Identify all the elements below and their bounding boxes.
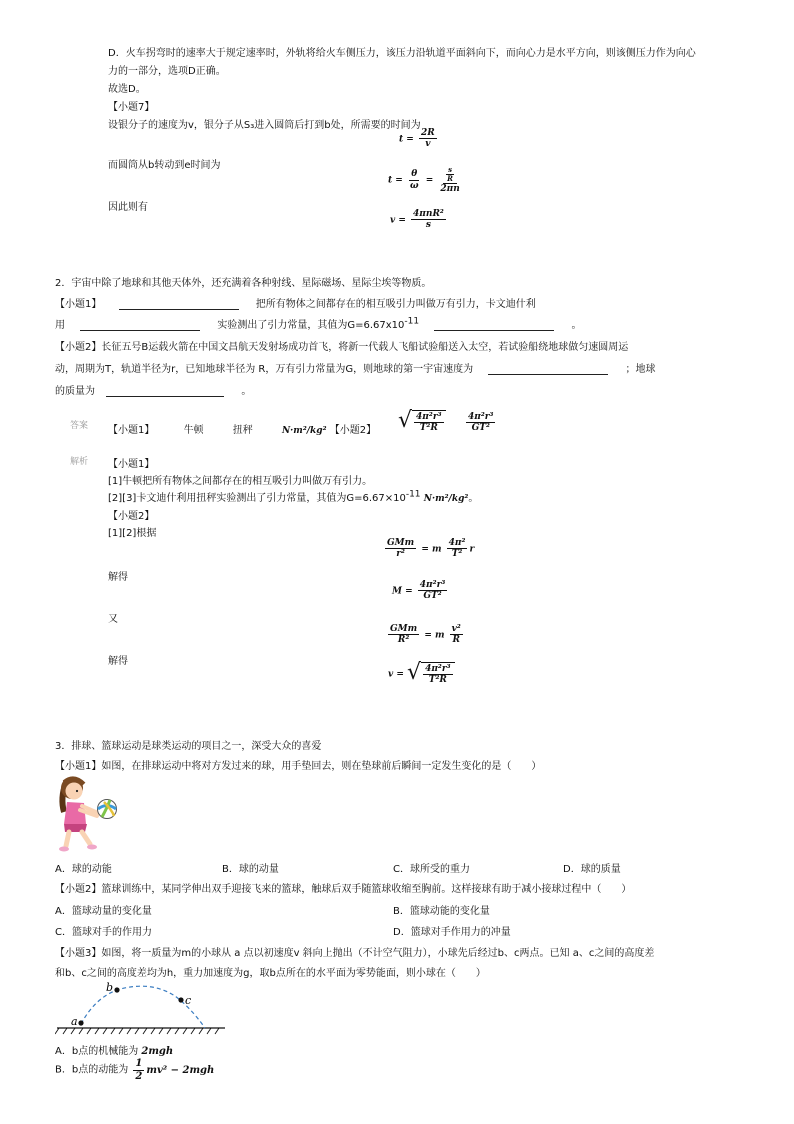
- q7-line-1: 设银分子的速度为v，银分子从S₃进入圆筒后打到b处，所需要的时间为: [108, 120, 421, 131]
- equation-mass: M = $\frac{\text{4π²r³}}{\text{GT²}}$: [392, 580, 446, 602]
- q3-s3-option-a: A．b点的机械能为 2mgh: [55, 1046, 174, 1057]
- q3-s1-option-d: D．球的质量: [563, 864, 621, 875]
- analysis-line-1: [1]牛顿把所有物体之间都存在的相互吸引力叫做万有引力。: [108, 476, 373, 487]
- answer-sqrt: √ $\frac{\text{4π²r³}}{\text{T²R}}$: [398, 410, 446, 434]
- q2-sub2-line-2: 动，周期为T，轨道半径为r，已知地球半径为 R，万有引力常量为G，则地球的第一宇宙速度为 ；地球: [55, 364, 656, 375]
- analysis-line-2: [2][3]卡文迪什利用扭秤实验测出了引力常量，其值为$G=6.67\times 10^{-11}$ N·m²/kg²。: [108, 489, 479, 504]
- label-c: c: [185, 994, 192, 1007]
- q7-line-2: 而圆筒从b转动到e时间为: [108, 160, 221, 171]
- option-d-line-2: 力的一部分，选项D正确。: [108, 66, 226, 77]
- analysis-tag-2: 【小题2】: [108, 511, 155, 522]
- analysis-line-3: [1][2]根据: [108, 528, 157, 539]
- equation-velocity: v = √ $\frac{\text{4π²r³}}{\text{T²R}}$: [388, 662, 455, 686]
- blank-4[interactable]: [488, 363, 608, 375]
- equation-gravity: $\frac{\text{GMm}}{\text{r²}}$ = m $\frac{\text{4π²}}{\text{T²}}$ r: [387, 538, 475, 560]
- q2-sub1: 【小题1】 把所有物体之间都存在的相互吸引力叫做万有引力，卡文迪什利: [55, 299, 536, 310]
- q3-s2-option-b: B．篮球动能的变化量: [393, 906, 490, 917]
- also-label: 又: [108, 614, 118, 625]
- q3-sub2: 【小题2】篮球训练中，某同学伸出双手迎接飞来的篮球，触球后双手随篮球收缩至胸前。这样接球有助于减小接球过程中（ ）: [55, 884, 632, 895]
- answer-row: 【小题1】 牛顿 扭秤 N·m²/kg² 【小题2】: [108, 425, 377, 436]
- q2-sub1-cont: 用 实验测出了引力常量，其值为$G=6.67x10^{-11}$ 。: [55, 316, 582, 331]
- label-a: a: [71, 1015, 78, 1028]
- point-b-dot: [114, 987, 119, 992]
- blank-3[interactable]: [434, 319, 554, 331]
- solve-label-1: 解得: [108, 572, 128, 583]
- q2-sub2-line-3: 的质量为 。: [55, 386, 252, 397]
- point-c-dot: [178, 997, 183, 1002]
- q3-s1-option-b: B．球的动量: [222, 864, 279, 875]
- answer-mass: $\frac{\text{4π²r³}}{\text{GT²}}$: [468, 412, 494, 434]
- q3-s2-option-d: D．篮球对手作用力的冲量: [393, 927, 511, 938]
- projectile-diagram: [55, 978, 230, 1038]
- blank-2[interactable]: [80, 319, 200, 331]
- answer-label: 答案: [70, 421, 89, 431]
- label-b: b: [106, 981, 114, 994]
- q3-sub3-line-1: 【小题3】如图，将一质量为m的小球从 a 点以初速度v 斜向上抛出（不计空气阻力），小球先后经过b、c两点。已知 a、c之间的高度差: [55, 948, 655, 959]
- subquestion-7-tag: 【小题7】: [108, 102, 155, 113]
- analysis-tag-1: 【小题1】: [108, 459, 155, 470]
- formula-t-2r-v: t = $\frac{2R}{v}$: [399, 128, 435, 150]
- formula-v-4pinr2-s: v = $\frac{\text{4πnR²}}{s}$: [390, 209, 444, 231]
- q3-sub1: 【小题1】如图，在排球运动中将对方发过来的球，用手垫回去，则在垫球前后瞬间一定发生变化的是（ ）: [55, 761, 542, 772]
- conclusion-text: 故选D。: [108, 84, 146, 95]
- q3-stem: 3．排球、篮球运动是球类运动的项目之一，深受大众的喜爱: [55, 741, 322, 752]
- point-a-dot: [78, 1020, 83, 1025]
- q3-s2-option-c: C．篮球对手的作用力: [55, 927, 152, 938]
- q3-s1-option-c: C．球所受的重力: [393, 864, 470, 875]
- formula-t-theta-omega: t = $\frac{\theta}{\omega}$ = $\frac{\frac{s}{R}}{2\pi n}$: [388, 165, 460, 195]
- q3-s3-option-b: B．b点的动能为 $\frac{1}{2}$ mv² − 2mgh: [55, 1058, 215, 1082]
- q3-s1-option-a: A．球的动能: [55, 864, 112, 875]
- q3-sub3-line-2: 和b、c之间的高度差均为h，重力加速度为g，取b点所在的水平面为零势能面，则小球在（ ）: [55, 968, 486, 979]
- trajectory-path: [81, 986, 205, 1028]
- blank-5[interactable]: [106, 385, 224, 397]
- equation-orbit: $\frac{\text{GMm}}{\text{R²}}$ = m $\frac{\text{v²}}{R}$: [390, 624, 461, 646]
- analysis-label: 解析: [70, 457, 89, 467]
- q7-line-3: 因此则有: [108, 202, 148, 213]
- solve-label-2: 解得: [108, 656, 128, 667]
- ground-hatching: [55, 1028, 219, 1034]
- blank-1[interactable]: [119, 298, 239, 310]
- volleyball-player-illustration: [52, 772, 122, 856]
- option-d-line-1: D．火车拐弯时的速率大于规定速率时，外轨将给火车侧压力，该压力沿轨道平面斜向下，而向心力是水平方向，则该侧压力作为向心: [108, 48, 696, 59]
- q3-s2-option-a: A．篮球动量的变化量: [55, 906, 152, 917]
- q2-sub2-line-1: 【小题2】长征五号B运载火箭在中国文昌航天发射场成功首飞，将新一代载人飞船试验船送入太空，若试验船绕地球做匀速圆周运: [55, 342, 629, 353]
- q2-stem: 2．宇宙中除了地球和其他天体外，还充满着各种射线、星际磁场、星际尘埃等物质。: [55, 278, 432, 289]
